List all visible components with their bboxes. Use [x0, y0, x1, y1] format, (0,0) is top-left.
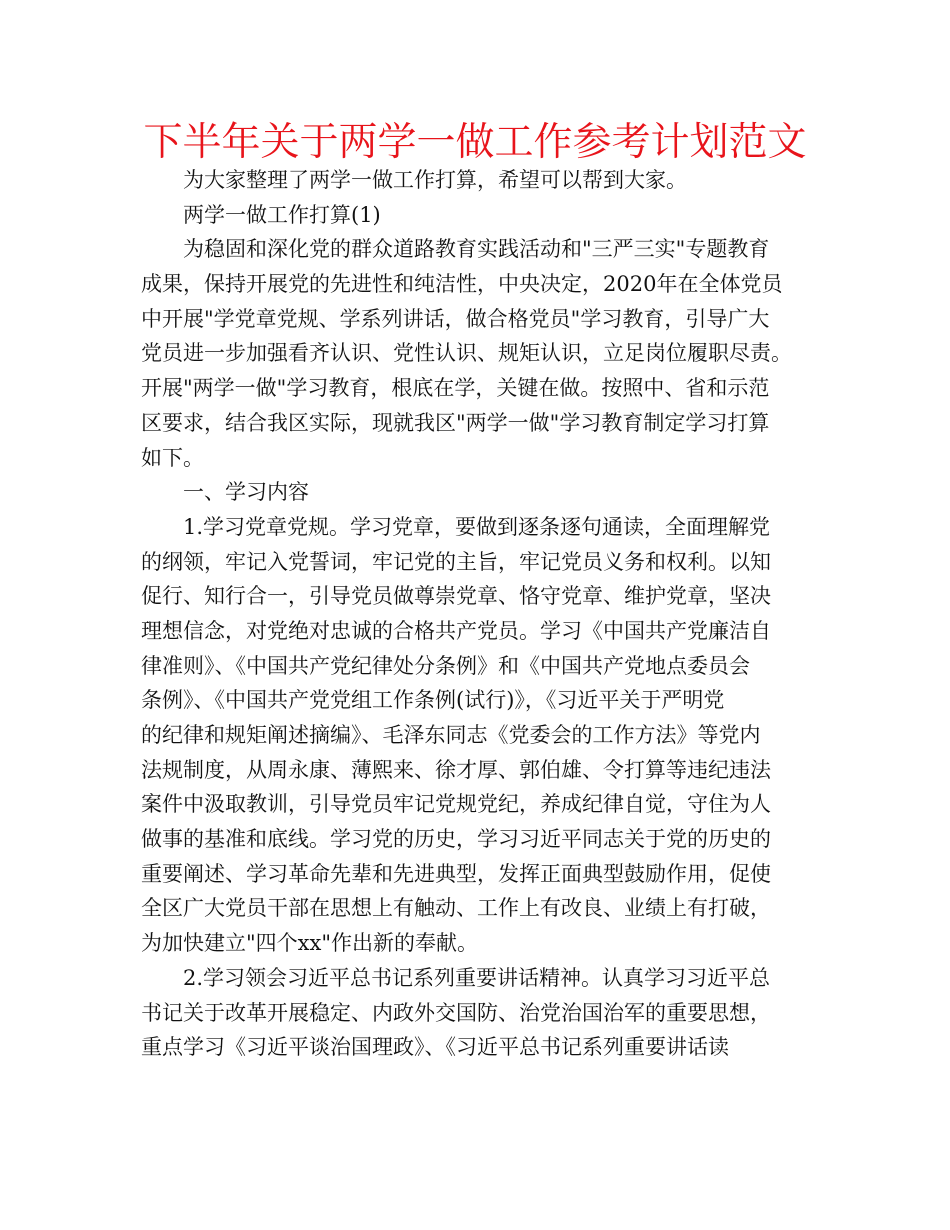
paragraph-line: 理想信念，对党绝对忠诚的合格共产党员。学习《中国共产党廉洁自	[141, 618, 771, 643]
paragraph-line: 中开展"学党章党规、学系列讲话，做合格党员"学习教育，引导广大	[141, 306, 770, 331]
paragraph-line: 区要求，结合我区实际，现就我区"两学一做"学习教育制定学习打算	[141, 410, 770, 435]
document-body	[141, 163, 813, 1065]
section-heading: 两学一做工作打算(1)	[183, 202, 381, 227]
paragraph-line: 为稳固和深化党的群众道路教育实践活动和"三严三实"专题教育	[183, 237, 770, 262]
paragraph-line: 的纪律和规矩阐述摘编》、毛泽东同志《党委会的工作方法》等党内	[141, 723, 761, 747]
paragraph-line: 书记关于改革开展稳定、内政外交国防、治党治国治军的重要思想，	[141, 1000, 771, 1025]
paragraph-line: 成果，保持开展党的先进性和纯洁性，中央决定，2020年在全体党员	[141, 272, 783, 297]
section-heading: 一、学习内容	[183, 480, 309, 505]
paragraph-line: 党员进一步加强看齐认识、党性认识、规矩认识，立足岗位履职尽责。	[141, 341, 792, 366]
paragraph-line: 重点学习《习近平谈治国理政》、《习近平总书记系列重要讲话读	[141, 1035, 729, 1060]
paragraph-line: 如下。	[141, 445, 204, 470]
paragraph-line: 2.学习领会习近平总书记系列重要讲话精神。认真学习习近平总	[183, 965, 771, 990]
paragraph-line: 条例》、《中国共产党党组工作条例(试行)》，《习近平关于严明党	[141, 688, 725, 713]
paragraph-line: 促行、知行合一，引导党员做尊崇党章、恪守党章、维护党章，坚决	[141, 584, 771, 609]
paragraph-line: 做事的基准和底线。学习党的历史，学习习近平同志关于党的历史的	[141, 827, 771, 852]
paragraph-line: 法规制度，从周永康、薄熙来、徐才厚、郭伯雄、令打算等违纪违法	[141, 757, 771, 782]
paragraph-line: 案件中汲取教训，引导党员牢记党规党纪，养成纪律自觉，守住为人	[141, 792, 771, 817]
paragraph-line: 为加快建立"四个xx"作出新的奉献。	[141, 931, 479, 956]
paragraph-line: 律准则》、《中国共产党纪律处分条例》和《中国共产党地点委员会	[141, 653, 750, 678]
document-title: 下半年关于两学一做工作参考计划范文	[143, 120, 807, 165]
paragraph-line: 1.学习党章党规。学习党章，要做到逐条逐句通读，全面理解党	[183, 514, 771, 539]
paragraph-line: 全区广大党员干部在思想上有触动、工作上有改良、业绩上有打破，	[141, 896, 771, 921]
paragraph-line: 开展"两学一做"学习教育，根底在学，关键在做。按照中、省和示范	[141, 376, 770, 401]
paragraph-line: 的纲领，牢记入党誓词，牢记党的主旨，牢记党员义务和权利。以知	[141, 549, 771, 574]
paragraph-line: 为大家整理了两学一做工作打算，希望可以帮到大家。	[183, 168, 687, 192]
paragraph-line: 重要阐述、学习革命先辈和先进典型，发挥正面典型鼓励作用，促使	[141, 861, 771, 886]
